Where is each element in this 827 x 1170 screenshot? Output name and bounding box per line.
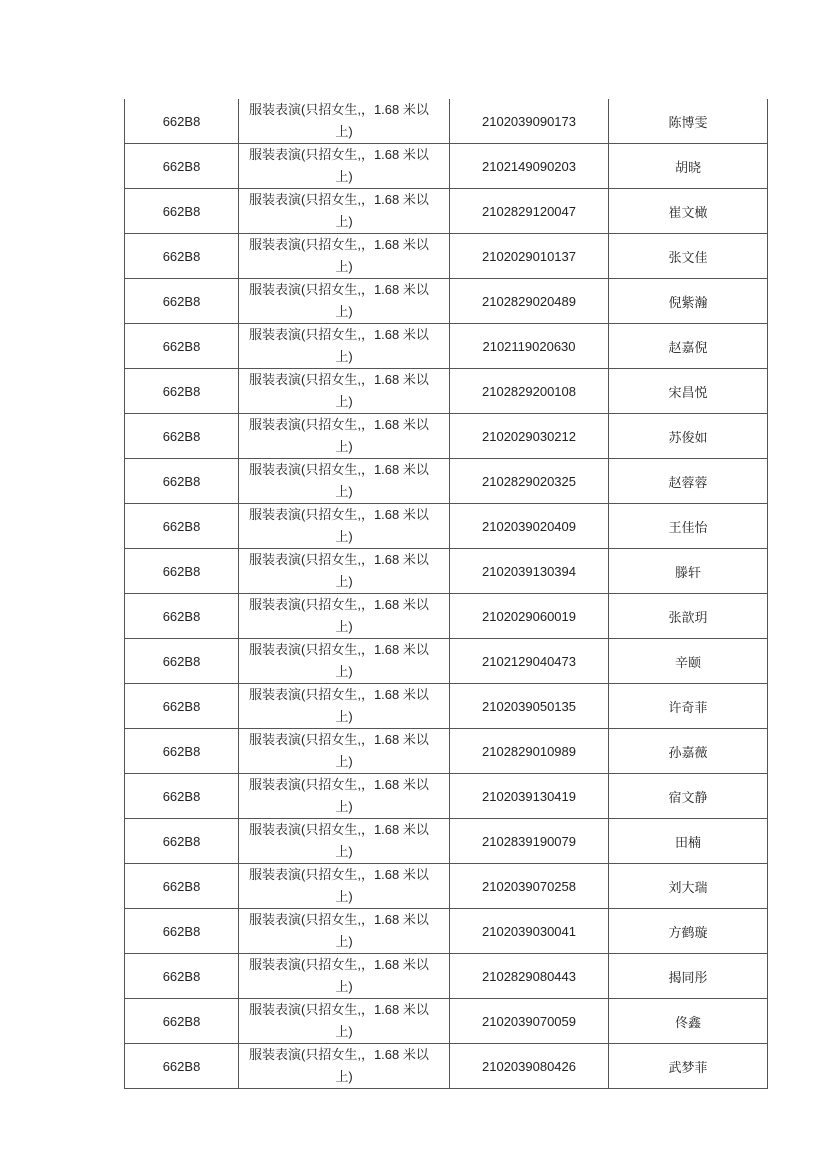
table-row bbox=[125, 1044, 768, 1089]
major-cell bbox=[239, 909, 450, 954]
table-row bbox=[125, 99, 768, 144]
major-text-line1: 服装表演(只招女生,，1.68 米以 bbox=[249, 732, 429, 747]
program-code-cell: 662B8 bbox=[125, 369, 239, 414]
student-name-cell: 田楠 bbox=[609, 819, 768, 864]
program-code-cell: 662B8 bbox=[125, 279, 239, 324]
student-name-cell: 孙嘉薇 bbox=[609, 729, 768, 774]
major-text-line1: 服装表演(只招女生,，1.68 米以 bbox=[249, 867, 429, 882]
table-row bbox=[125, 414, 768, 459]
student-name-cell: 赵蓉蓉 bbox=[609, 459, 768, 504]
major-cell bbox=[239, 459, 450, 504]
major-cell bbox=[239, 954, 450, 999]
program-code-cell: 662B8 bbox=[125, 504, 239, 549]
exam-number-cell: 2102029030212 bbox=[450, 414, 609, 459]
major-cell bbox=[239, 1044, 450, 1089]
student-name-cell: 崔文橄 bbox=[609, 189, 768, 234]
table-row bbox=[125, 189, 768, 234]
program-code-cell: 662B8 bbox=[125, 324, 239, 369]
exam-number-cell: 2102039070258 bbox=[450, 864, 609, 909]
exam-number-cell: 2102829020489 bbox=[450, 279, 609, 324]
major-text-line2: 上) bbox=[335, 844, 353, 859]
major-cell bbox=[239, 549, 450, 594]
exam-number-cell: 2102039070059 bbox=[450, 999, 609, 1044]
major-text-line2: 上) bbox=[335, 664, 353, 679]
table-row bbox=[125, 774, 768, 819]
exam-number-cell: 2102039130394 bbox=[450, 549, 609, 594]
student-name-cell: 倪紫瀚 bbox=[609, 279, 768, 324]
major-cell bbox=[239, 864, 450, 909]
table-row bbox=[125, 639, 768, 684]
exam-number-cell: 2102129040473 bbox=[450, 639, 609, 684]
student-name-cell: 赵嘉倪 bbox=[609, 324, 768, 369]
major-cell bbox=[239, 819, 450, 864]
student-name-cell: 方鹤璇 bbox=[609, 909, 768, 954]
table-row bbox=[125, 279, 768, 324]
exam-number-cell: 2102149090203 bbox=[450, 144, 609, 189]
major-cell bbox=[239, 999, 450, 1044]
major-text-line2: 上) bbox=[335, 1024, 353, 1039]
table-row bbox=[125, 234, 768, 279]
exam-number-cell: 2102039050135 bbox=[450, 684, 609, 729]
table-row bbox=[125, 504, 768, 549]
major-text-line2: 上) bbox=[335, 1069, 353, 1084]
major-text-line1: 服装表演(只招女生,，1.68 米以 bbox=[249, 552, 429, 567]
major-text-line1: 服装表演(只招女生,，1.68 米以 bbox=[249, 282, 429, 297]
major-text-line1: 服装表演(只招女生,，1.68 米以 bbox=[249, 687, 429, 702]
student-name-cell: 宿文静 bbox=[609, 774, 768, 819]
exam-number-cell: 2102039090173 bbox=[450, 99, 609, 144]
program-code-cell: 662B8 bbox=[125, 234, 239, 279]
student-name-cell: 武梦菲 bbox=[609, 1044, 768, 1089]
major-cell bbox=[239, 729, 450, 774]
major-cell bbox=[239, 324, 450, 369]
major-cell bbox=[239, 279, 450, 324]
table-row bbox=[125, 684, 768, 729]
exam-number-cell: 2102829200108 bbox=[450, 369, 609, 414]
program-code-cell: 662B8 bbox=[125, 414, 239, 459]
table-row bbox=[125, 324, 768, 369]
major-text-line1: 服装表演(只招女生,，1.68 米以 bbox=[249, 372, 429, 387]
program-code-cell: 662B8 bbox=[125, 819, 239, 864]
program-code-cell: 662B8 bbox=[125, 684, 239, 729]
admission-list-table bbox=[124, 99, 768, 1089]
major-text-line2: 上) bbox=[335, 754, 353, 769]
major-cell bbox=[239, 369, 450, 414]
major-text-line1: 服装表演(只招女生,，1.68 米以 bbox=[249, 1002, 429, 1017]
major-text-line2: 上) bbox=[335, 439, 353, 454]
program-code-cell: 662B8 bbox=[125, 864, 239, 909]
program-code-cell: 662B8 bbox=[125, 99, 239, 144]
major-text-line1: 服装表演(只招女生,，1.68 米以 bbox=[249, 192, 429, 207]
major-text-line2: 上) bbox=[335, 124, 353, 139]
table-body bbox=[125, 99, 768, 1089]
major-cell bbox=[239, 684, 450, 729]
table-row bbox=[125, 909, 768, 954]
major-text-line2: 上) bbox=[335, 934, 353, 949]
program-code-cell: 662B8 bbox=[125, 144, 239, 189]
program-code-cell: 662B8 bbox=[125, 639, 239, 684]
program-code-cell: 662B8 bbox=[125, 729, 239, 774]
major-text-line2: 上) bbox=[335, 619, 353, 634]
major-text-line2: 上) bbox=[335, 304, 353, 319]
student-name-cell: 刘大瑞 bbox=[609, 864, 768, 909]
major-cell bbox=[239, 189, 450, 234]
major-cell bbox=[239, 774, 450, 819]
major-text-line2: 上) bbox=[335, 169, 353, 184]
major-text-line2: 上) bbox=[335, 349, 353, 364]
major-text-line1: 服装表演(只招女生,，1.68 米以 bbox=[249, 1047, 429, 1062]
program-code-cell: 662B8 bbox=[125, 774, 239, 819]
student-name-cell: 陈博雯 bbox=[609, 99, 768, 144]
exam-number-cell: 2102829020325 bbox=[450, 459, 609, 504]
student-name-cell: 张文佳 bbox=[609, 234, 768, 279]
student-name-cell: 佟鑫 bbox=[609, 999, 768, 1044]
major-text-line1: 服装表演(只招女生,，1.68 米以 bbox=[249, 327, 429, 342]
major-text-line2: 上) bbox=[335, 889, 353, 904]
table-row bbox=[125, 594, 768, 639]
major-cell bbox=[239, 594, 450, 639]
major-text-line2: 上) bbox=[335, 259, 353, 274]
major-text-line1: 服装表演(只招女生,，1.68 米以 bbox=[249, 462, 429, 477]
table-row bbox=[125, 369, 768, 414]
major-text-line1: 服装表演(只招女生,，1.68 米以 bbox=[249, 957, 429, 972]
exam-number-cell: 2102829120047 bbox=[450, 189, 609, 234]
student-name-cell: 张歆玥 bbox=[609, 594, 768, 639]
table-row bbox=[125, 999, 768, 1044]
student-name-cell: 苏俊如 bbox=[609, 414, 768, 459]
program-code-cell: 662B8 bbox=[125, 189, 239, 234]
exam-number-cell: 2102029010137 bbox=[450, 234, 609, 279]
exam-number-cell: 2102039080426 bbox=[450, 1044, 609, 1089]
program-code-cell: 662B8 bbox=[125, 954, 239, 999]
exam-number-cell: 2102829080443 bbox=[450, 954, 609, 999]
table-row bbox=[125, 864, 768, 909]
student-name-cell: 滕轩 bbox=[609, 549, 768, 594]
major-text-line2: 上) bbox=[335, 394, 353, 409]
student-name-cell: 王佳怡 bbox=[609, 504, 768, 549]
major-text-line2: 上) bbox=[335, 484, 353, 499]
program-code-cell: 662B8 bbox=[125, 594, 239, 639]
major-text-line2: 上) bbox=[335, 529, 353, 544]
student-name-cell: 宋昌悦 bbox=[609, 369, 768, 414]
program-code-cell: 662B8 bbox=[125, 549, 239, 594]
major-cell bbox=[239, 639, 450, 684]
major-text-line1: 服装表演(只招女生,，1.68 米以 bbox=[249, 417, 429, 432]
student-name-cell: 胡晓 bbox=[609, 144, 768, 189]
major-text-line1: 服装表演(只招女生,，1.68 米以 bbox=[249, 597, 429, 612]
table-row bbox=[125, 954, 768, 999]
major-cell bbox=[239, 144, 450, 189]
major-cell bbox=[239, 504, 450, 549]
major-text-line1: 服装表演(只招女生,，1.68 米以 bbox=[249, 147, 429, 162]
student-name-cell: 许奇菲 bbox=[609, 684, 768, 729]
exam-number-cell: 2102119020630 bbox=[450, 324, 609, 369]
major-text-line1: 服装表演(只招女生,，1.68 米以 bbox=[249, 777, 429, 792]
exam-number-cell: 2102039020409 bbox=[450, 504, 609, 549]
major-text-line2: 上) bbox=[335, 709, 353, 724]
exam-number-cell: 2102029060019 bbox=[450, 594, 609, 639]
table-row bbox=[125, 144, 768, 189]
major-text-line1: 服装表演(只招女生,，1.68 米以 bbox=[249, 507, 429, 522]
exam-number-cell: 2102829010989 bbox=[450, 729, 609, 774]
major-cell bbox=[239, 234, 450, 279]
table-row bbox=[125, 549, 768, 594]
major-text-line2: 上) bbox=[335, 979, 353, 994]
major-text-line1: 服装表演(只招女生,，1.68 米以 bbox=[249, 642, 429, 657]
exam-number-cell: 2102039130419 bbox=[450, 774, 609, 819]
student-name-cell: 揭同彤 bbox=[609, 954, 768, 999]
major-text-line2: 上) bbox=[335, 214, 353, 229]
program-code-cell: 662B8 bbox=[125, 999, 239, 1044]
major-cell bbox=[239, 99, 450, 144]
major-text-line2: 上) bbox=[335, 574, 353, 589]
major-cell bbox=[239, 414, 450, 459]
student-name-cell: 辛颐 bbox=[609, 639, 768, 684]
table-row bbox=[125, 819, 768, 864]
major-text-line1: 服装表演(只招女生,，1.68 米以 bbox=[249, 912, 429, 927]
major-text-line2: 上) bbox=[335, 799, 353, 814]
program-code-cell: 662B8 bbox=[125, 459, 239, 504]
program-code-cell: 662B8 bbox=[125, 909, 239, 954]
exam-number-cell: 2102839190079 bbox=[450, 819, 609, 864]
exam-number-cell: 2102039030041 bbox=[450, 909, 609, 954]
major-text-line1: 服装表演(只招女生,，1.68 米以 bbox=[249, 102, 429, 117]
table-row bbox=[125, 459, 768, 504]
program-code-cell: 662B8 bbox=[125, 1044, 239, 1089]
major-text-line1: 服装表演(只招女生,，1.68 米以 bbox=[249, 237, 429, 252]
table-row bbox=[125, 729, 768, 774]
major-text-line1: 服装表演(只招女生,，1.68 米以 bbox=[249, 822, 429, 837]
